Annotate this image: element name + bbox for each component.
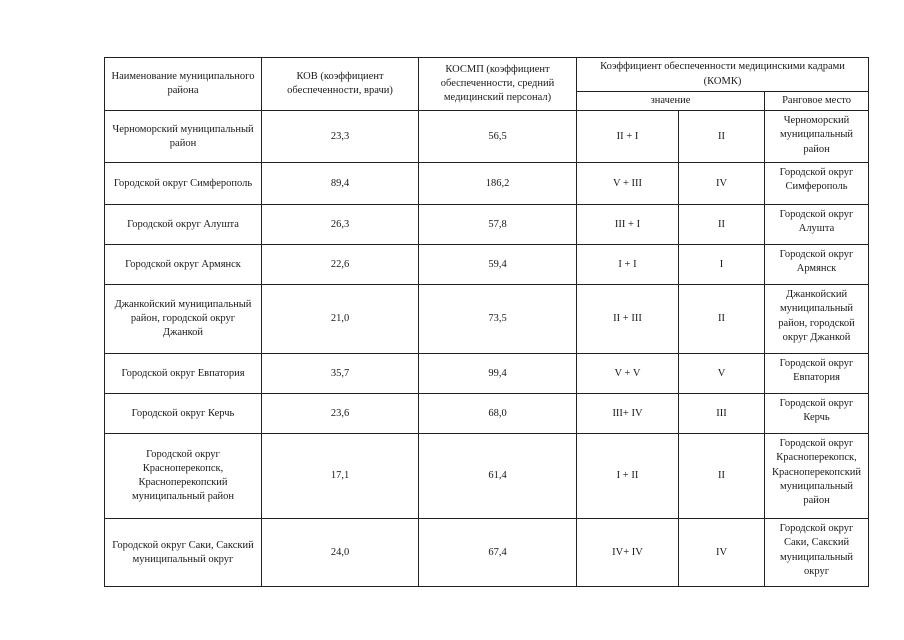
table-row — [105, 285, 869, 354]
row-kosmp: 73,5 — [419, 285, 577, 354]
row-kosmp: 99,4 — [419, 354, 577, 394]
row-kosmp: 61,4 — [419, 434, 577, 519]
row-kosmp: 56,5 — [419, 111, 577, 163]
row-rank: Городской округ Симферополь — [765, 163, 869, 205]
table-row — [105, 394, 869, 434]
row-kosmp: 59,4 — [419, 245, 577, 285]
header-kosmp: КОСМП (коэффициент обеспеченности, средний медицинский персонал) — [419, 58, 577, 111]
header-value: значение — [577, 92, 765, 111]
row-name: Джанкойский муниципальный район, городской округ Джанкой — [105, 285, 262, 354]
row-value: II — [679, 205, 765, 245]
row-value: V — [679, 354, 765, 394]
header-rank: Ранговое место — [765, 92, 869, 111]
row-name: Черноморский муниципальный район — [105, 111, 262, 163]
row-kosmp: 68,0 — [419, 394, 577, 434]
row-name: Городской округ Симферополь — [105, 163, 262, 205]
row-value: II — [679, 285, 765, 354]
row-rank: Городской округ Керчь — [765, 394, 869, 434]
header-name: Наименование муниципального района — [105, 58, 262, 111]
row-sum: III + I — [577, 205, 679, 245]
row-sum: IV+ IV — [577, 519, 679, 587]
row-kov: 35,7 — [262, 354, 419, 394]
row-rank: Городской округ Армянск — [765, 245, 869, 285]
header-kov: КОВ (коэффициент обеспеченности, врачи) — [262, 58, 419, 111]
row-kosmp: 67,4 — [419, 519, 577, 587]
row-kov: 89,4 — [262, 163, 419, 205]
row-sum: V + V — [577, 354, 679, 394]
row-sum: I + I — [577, 245, 679, 285]
row-value: II — [679, 434, 765, 519]
row-rank: Городской округ Алушта — [765, 205, 869, 245]
row-sum: II + III — [577, 285, 679, 354]
row-sum: II + I — [577, 111, 679, 163]
row-kov: 21,0 — [262, 285, 419, 354]
table-row — [105, 245, 869, 285]
row-rank: Черноморский муниципальный район — [765, 111, 869, 163]
table-header — [105, 58, 869, 111]
row-kov: 23,6 — [262, 394, 419, 434]
row-kov: 26,3 — [262, 205, 419, 245]
row-name: Городской округ Алушта — [105, 205, 262, 245]
row-value: IV — [679, 519, 765, 587]
coefficient-table — [104, 57, 869, 587]
row-sum: I + II — [577, 434, 679, 519]
row-name: Городской округ Саки, Сакский муниципальный округ — [105, 519, 262, 587]
row-sum: III+ IV — [577, 394, 679, 434]
row-kov: 17,1 — [262, 434, 419, 519]
table-row — [105, 354, 869, 394]
header-komk: Коэффициент обеспеченности медицинскими кадрами (КОМК) — [577, 58, 869, 92]
row-rank: Городской округ Евпатория — [765, 354, 869, 394]
row-name: Городской округ Евпатория — [105, 354, 262, 394]
row-name: Городской округ Армянск — [105, 245, 262, 285]
row-kov: 24,0 — [262, 519, 419, 587]
table-row — [105, 519, 869, 587]
row-value: I — [679, 245, 765, 285]
row-value: IV — [679, 163, 765, 205]
row-kosmp: 186,2 — [419, 163, 577, 205]
row-rank: Джанкойский муниципальный район, городской округ Джанкой — [765, 285, 869, 354]
row-value: III — [679, 394, 765, 434]
row-name: Городской округ Красноперекопск, Красноперекопский муниципальный район — [105, 434, 262, 519]
row-sum: V + III — [577, 163, 679, 205]
row-kov: 22,6 — [262, 245, 419, 285]
row-name: Городской округ Керчь — [105, 394, 262, 434]
row-kov: 23,3 — [262, 111, 419, 163]
table-row — [105, 205, 869, 245]
table-row — [105, 111, 869, 163]
row-rank: Городской округ Красноперекопск, Красноперекопский муниципальный район — [765, 434, 869, 519]
row-rank: Городской округ Саки, Сакский муниципальный округ — [765, 519, 869, 587]
row-value: II — [679, 111, 765, 163]
table-row — [105, 434, 869, 519]
row-kosmp: 57,8 — [419, 205, 577, 245]
table-row — [105, 163, 869, 205]
table-body — [105, 111, 869, 587]
